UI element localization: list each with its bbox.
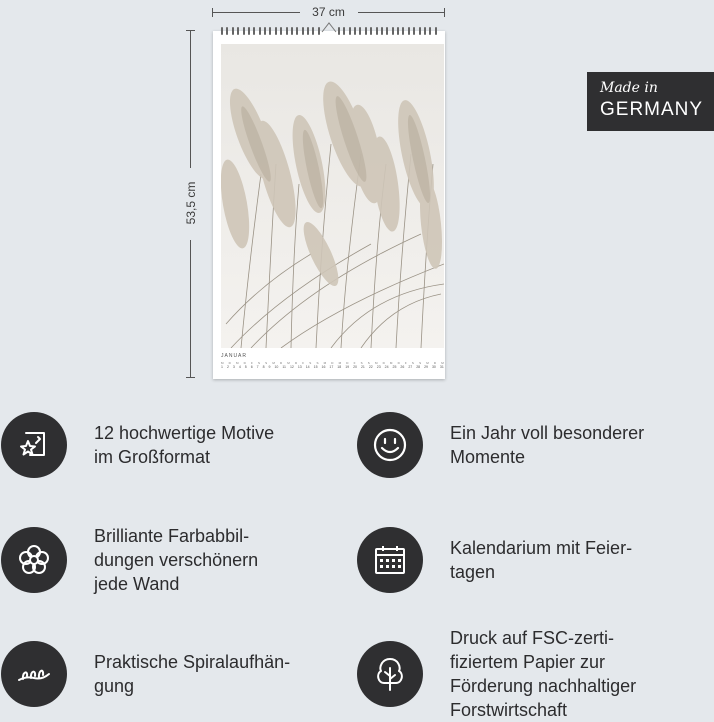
calendar-day-letter: M	[389, 361, 393, 365]
spiral-loop	[221, 27, 223, 35]
calendar-icon	[370, 540, 410, 580]
calendar-day-number: 2	[226, 365, 229, 369]
width-dimension	[212, 5, 445, 19]
feature-icon-circle	[1, 412, 67, 478]
spiral-loop	[302, 27, 304, 35]
spiral-loop	[365, 27, 367, 35]
calendar-day-letter: F	[302, 361, 305, 365]
calendar-day-letter: M	[287, 361, 290, 365]
spiral-loop	[392, 27, 394, 35]
spiral-loop	[312, 27, 314, 35]
calendar-day-letter: S	[367, 361, 370, 365]
spiral-loop	[237, 27, 239, 35]
calendar-day-letter: D	[279, 361, 283, 365]
spiral-loop	[381, 27, 383, 35]
spiral-loop	[226, 27, 228, 35]
made-in-germany-badge	[587, 72, 714, 131]
calendar-day-number: 12	[289, 365, 294, 369]
spiral-loop	[275, 27, 277, 35]
spiral-loop	[419, 27, 421, 35]
spiral-loop	[429, 27, 431, 35]
spiral-loop	[338, 27, 340, 35]
calendar-day-letter: S	[419, 361, 422, 365]
spiral-loop	[248, 27, 250, 35]
feature-icon-circle	[1, 641, 67, 707]
calendar-photo-pampas-grass	[221, 44, 444, 348]
spiral-loop	[280, 27, 282, 35]
calendar-day-number: 16	[321, 365, 326, 369]
calendar-day-number: 31	[439, 365, 444, 369]
spiral-loop	[402, 27, 404, 35]
spiral-loop	[435, 27, 437, 35]
spiral-loop	[286, 27, 288, 35]
tree-icon	[370, 654, 410, 694]
calendar-day-number: 30	[431, 365, 436, 369]
spiral-loop	[307, 27, 309, 35]
calendar-day-letter: M	[426, 361, 429, 365]
calendar-day-letter: M	[338, 361, 342, 365]
calendar-day-number: 15	[313, 365, 318, 369]
feature-icon-circle	[357, 412, 423, 478]
calendar-day-letter: S	[411, 361, 414, 365]
spiral-loop	[376, 27, 378, 35]
calendar-day-letter: M	[221, 361, 224, 365]
spiral-loop	[408, 27, 410, 35]
calendar-day-number: 14	[305, 365, 310, 369]
calendar-day-number: 13	[297, 365, 302, 369]
photo-star-icon	[16, 427, 52, 463]
calendar-day-letter: F	[404, 361, 407, 365]
calendar-day-number: 11	[282, 365, 286, 369]
calendar-day-number: 25	[392, 365, 397, 369]
calendar-day-number: 21	[360, 365, 365, 369]
feature-icon-circle	[1, 527, 67, 593]
spiral-loop	[370, 27, 372, 35]
spiral-loop	[397, 27, 399, 35]
spiral-loop	[318, 27, 320, 35]
calendar-day-letter: D	[397, 361, 400, 365]
calendar-day-number: 23	[376, 365, 381, 369]
calendar-day-number: 5	[244, 365, 247, 369]
spiral-loop	[232, 27, 234, 35]
spiral-loop	[264, 27, 266, 35]
calendar-day-number: 17	[329, 365, 334, 369]
feature-icon-circle	[357, 641, 423, 707]
height-dimension	[184, 30, 198, 378]
calendar-day-letter: M	[441, 361, 444, 365]
calendar-day-letter: M	[235, 361, 239, 365]
feature-text-kalendarium: Kalendarium mit Feier- tagen	[450, 538, 633, 582]
calendar-day-letter: D	[382, 361, 385, 365]
calendar-day-letter: S	[257, 361, 260, 365]
calendar-day-numbers	[221, 365, 444, 369]
spiral-loop	[291, 27, 293, 35]
calendar-day-number: 20	[353, 365, 357, 369]
calendar-day-letter: F	[353, 361, 356, 365]
calendar-day-number: 7	[256, 365, 259, 369]
calendar-day-number: 9	[268, 365, 271, 369]
spiral-loop	[424, 27, 426, 35]
calendar-day-number: 1	[221, 365, 223, 369]
spiral-binding	[221, 27, 437, 35]
spiral-loop	[343, 27, 345, 35]
width-label: 37 cm	[312, 5, 345, 19]
spiral-loop	[269, 27, 271, 35]
wall-calendar	[213, 31, 445, 379]
calendar-day-letter: S	[265, 361, 268, 365]
calendar-day-number: 19	[345, 365, 350, 369]
height-label: 53,5 cm	[184, 181, 198, 225]
calendar-day-letter: M	[323, 361, 327, 365]
feature-text-fsc-papier: Druck auf FSC-zerti- fiziertem Papier zur Förderung nachhaltiger Forstwirtschaft	[450, 628, 637, 720]
calendar-day-letter: D	[331, 361, 334, 365]
calendar-day-number: 10	[274, 365, 279, 369]
spiral-loop	[359, 27, 361, 35]
spiral-loop	[354, 27, 356, 35]
calendar-day-letter: D	[243, 361, 246, 365]
calendar-day-letter: S	[316, 361, 319, 365]
calendar-grid	[221, 353, 444, 375]
feature-text-spiralaufhaengung: Praktische Spiralaufhän- gung	[94, 652, 291, 696]
spiral-loop	[259, 27, 261, 35]
feature-text-momente: Ein Jahr voll besonderer Momente	[450, 423, 645, 467]
smiley-icon	[370, 425, 410, 465]
calendar-day-letter: D	[228, 361, 231, 365]
spiral-loop	[253, 27, 255, 35]
spiral-loop	[243, 27, 245, 35]
calendar-day-number: 22	[368, 365, 373, 369]
calendar-month: JANUAR	[221, 353, 248, 359]
feature-text-farbabbildungen: Brilliante Farbabbil- dungen verschönern jede Wand	[94, 526, 259, 594]
calendar-day-number: 4	[238, 365, 241, 369]
calendar-day-number: 6	[250, 365, 253, 369]
calendar-day-letter: M	[374, 361, 378, 365]
calendar-day-letter: S	[309, 361, 312, 365]
calendar-day-letter: D	[433, 361, 437, 365]
badge-country: GERMANY	[600, 99, 704, 120]
calendar-day-letter: D	[294, 361, 298, 365]
calendar-day-number: 24	[384, 365, 389, 369]
calendar-day-letter: D	[346, 361, 349, 365]
calendar-day-number: 28	[416, 365, 421, 369]
calendar-day-number: 29	[424, 365, 428, 369]
calendar-day-letter: F	[250, 361, 253, 365]
calendar-day-number: 18	[337, 365, 342, 369]
calendar-day-letter: M	[272, 361, 275, 365]
spiral-loop	[349, 27, 351, 35]
spiral-loop	[296, 27, 298, 35]
calendar-day-number: 8	[262, 365, 265, 369]
flower-icon	[14, 540, 54, 580]
badge-made-in: Made in	[600, 80, 658, 96]
feature-icon-circle	[357, 527, 423, 593]
spiral-loop	[386, 27, 388, 35]
calendar-day-letter: S	[360, 361, 363, 365]
calendar-day-number: 27	[408, 365, 413, 369]
calendar-day-number: 26	[400, 365, 405, 369]
spiral-loop	[413, 27, 415, 35]
calendar-day-number: 3	[232, 365, 235, 369]
spiral-icon	[14, 654, 54, 694]
feature-text-motive: 12 hochwertige Motive im Großformat	[94, 423, 275, 467]
